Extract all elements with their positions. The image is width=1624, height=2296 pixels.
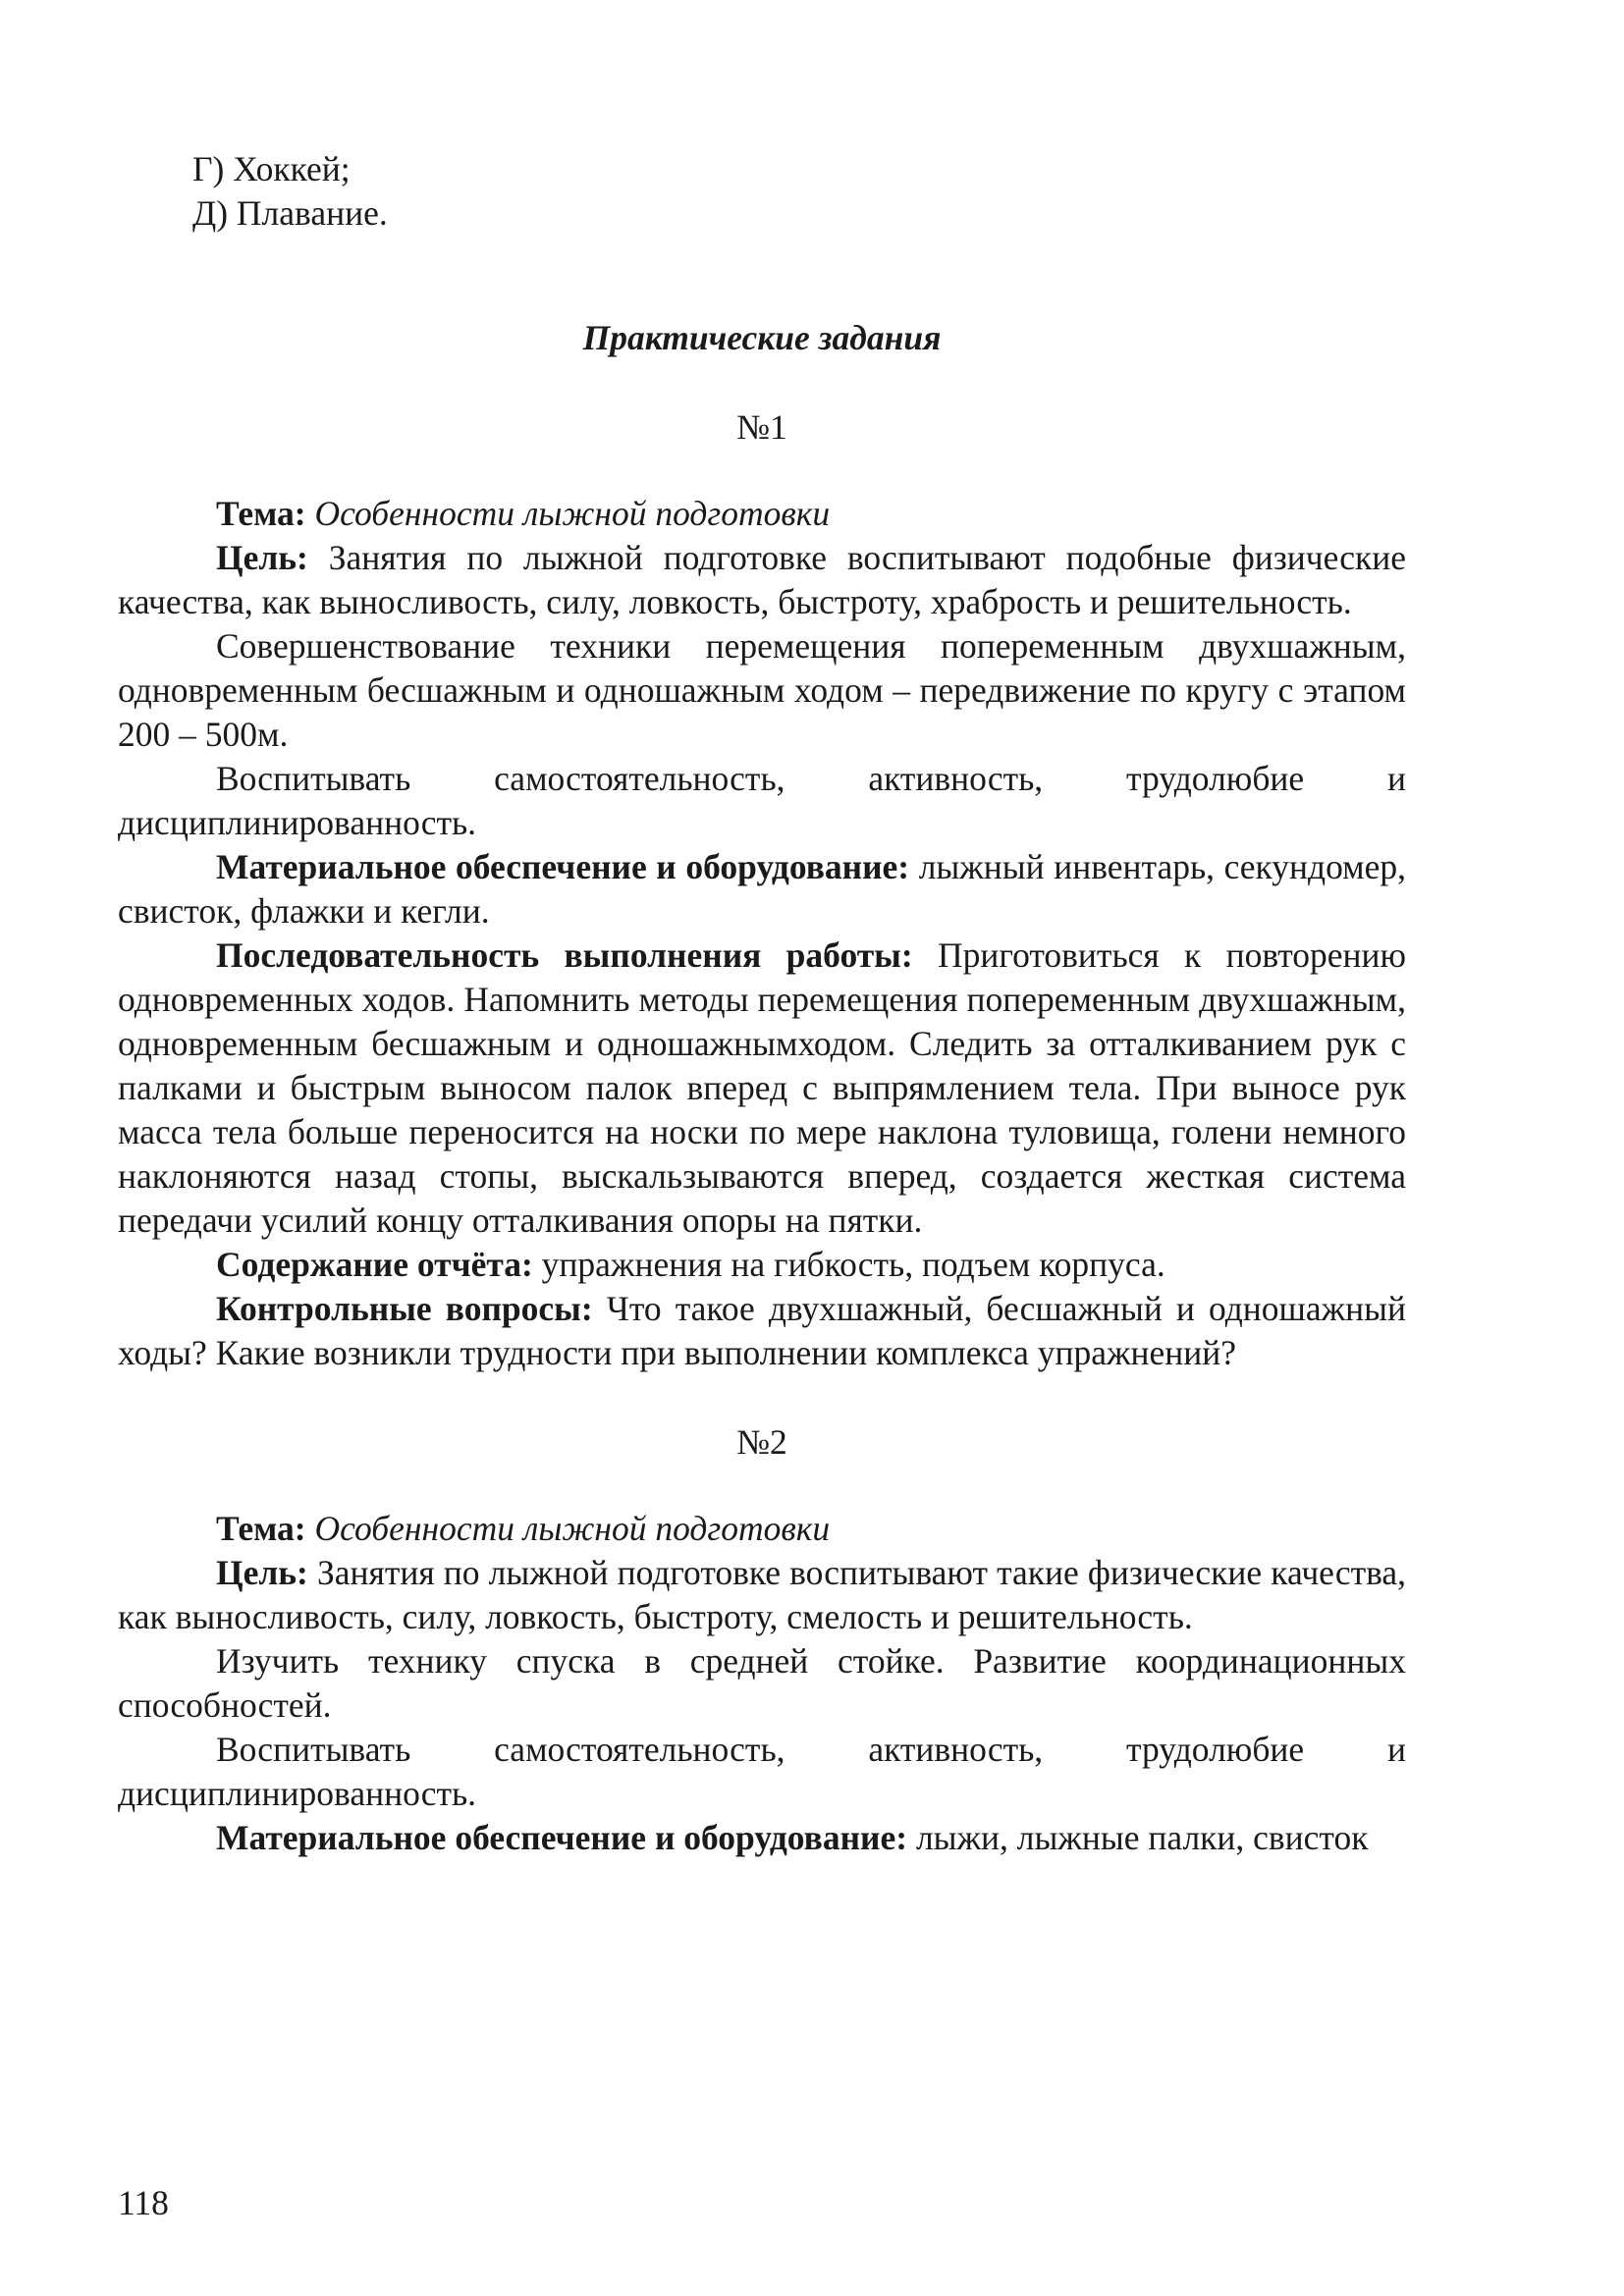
task-2 [118, 1420, 1406, 1860]
topic-value: Особенности лыжной подготовки [314, 494, 831, 533]
page-number: 118 [118, 2183, 169, 2222]
sequence-text: Приготовиться к повторению одновременных ходов. Напомнить методы перемещения попеременным двухшажным, одновременным бесшажным и одношажнымходом. Следить за отталкиванием рук с палками и быстрым выносом палок вперед с выпрямлением тела. При выносе рук масса тела больше переносится на носки по мере наклона туловища, голени немного наклоняются назад стопы, выскальзываются вперед, создается жесткая система передачи усилий концу отталкивания опоры на пятки. [118, 935, 1407, 1240]
task-equipment [118, 845, 1406, 934]
goal-text: Занятия по лыжной подготовке воспитывают такие физические качества, как выносливость, силу, ловкость, быстроту, смелость и решительность. [118, 1553, 1407, 1636]
task-1 [118, 405, 1406, 1375]
topic-value: Особенности лыжной подготовки [314, 1509, 831, 1548]
task-sequence [118, 934, 1406, 1243]
topic-label: Тема: [216, 494, 306, 533]
task-report [118, 1243, 1406, 1287]
option-d: Д) Плавание. [192, 193, 388, 233]
task-topic [118, 492, 1406, 536]
equipment-text: лыжи, лыжные палки, свисток [915, 1818, 1369, 1857]
task-goal [118, 1551, 1406, 1639]
task-paragraph: Изучить технику спуска в средней стойке. Развитие координационных способностей. [118, 1641, 1406, 1725]
option-g: Г) Хоккей; [192, 149, 351, 188]
task-equipment [118, 1816, 1406, 1860]
equipment-label: Материальное обеспечение и оборудование: [216, 847, 910, 886]
task-questions [118, 1287, 1406, 1375]
answer-options [118, 147, 1406, 236]
goal-text: Занятия по лыжной подготовке воспитывают подобные физические качества, как выносливость, силу, ловкость, быстроту, храбрость и решительность. [118, 538, 1406, 621]
goal-label: Цель: [216, 1553, 308, 1592]
report-label: Содержание отчёта: [216, 1245, 533, 1284]
questions-text: Что такое двухшажный, бесшажный и одношажный ходы? Какие возникли трудности при выполнении комплекса упражнений? [118, 1289, 1406, 1372]
sequence-label: Последовательность выполнения работы: [216, 935, 913, 975]
task-goal [118, 536, 1406, 624]
report-text: упражнения на гибкость, подъем корпуса. [541, 1245, 1165, 1284]
document-page [118, 147, 1406, 1860]
questions-label: Контрольные вопросы: [216, 1289, 593, 1328]
section-title: Практические задания [582, 318, 942, 357]
task-number: №2 [736, 1422, 787, 1462]
task-topic [118, 1507, 1406, 1551]
task-paragraph: Совершенствование техники перемещения попеременным двухшажным, одновременным бесшажным и одношажным ходом – передвижение по кругу с этапом 200 – 500м. [118, 626, 1406, 754]
goal-label: Цель: [216, 538, 308, 577]
equipment-text: лыжный инвентарь, секундомер, свисток, флажки и кегли. [118, 847, 1407, 931]
task-paragraph: Воспитывать самостоятельность, активность, трудолюбие и дисциплинированность. [118, 759, 1406, 842]
topic-label: Тема: [216, 1509, 306, 1548]
task-number: №1 [736, 407, 787, 447]
task-paragraph: Воспитывать самостоятельность, активность, трудолюбие и дисциплинированность. [118, 1730, 1406, 1813]
equipment-label: Материальное обеспечение и оборудование: [216, 1818, 908, 1857]
